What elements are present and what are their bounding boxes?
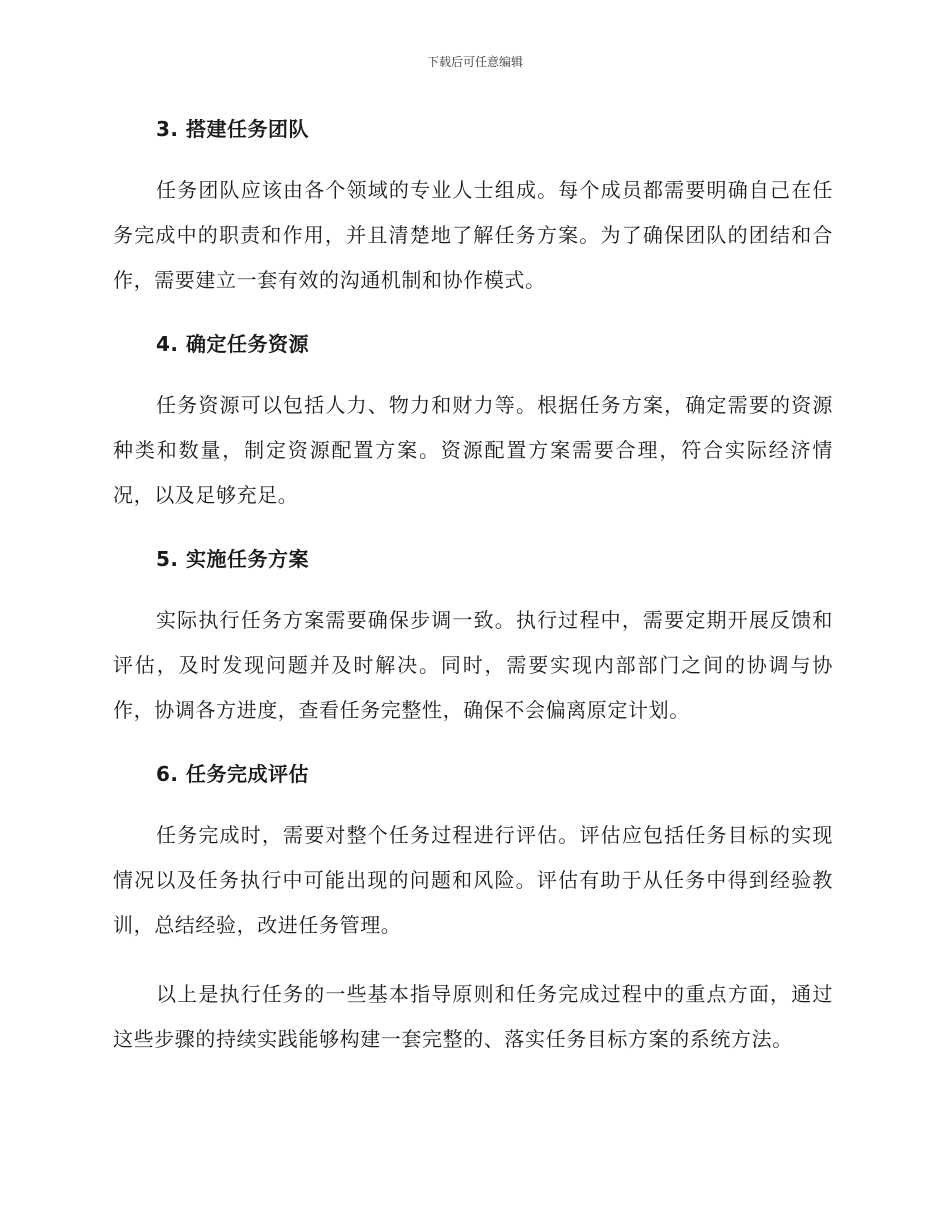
document-body — [113, 112, 833, 1062]
section-paragraph-4: 任务资源可以包括人力、物力和财力等。根据任务方案，确定需要的资源种类和数量，制定资源配置方案。资源配置方案需要合理，符合实际经济情况，以及足够充足。 — [113, 393, 833, 507]
section-paragraph-3: 任务团队应该由各个领域的专业人士组成。每个成员都需要明确自己在任务完成中的职责和作用，并且清楚地了解任务方案。为了确保团队的团结和合作，需要建立一套有效的沟通机制和协作模式。 — [113, 178, 833, 292]
section-heading-5: 5. 实施任务方案 — [156, 547, 309, 571]
conclusion-paragraph: 以上是执行任务的一些基本指导原则和任务完成过程中的重点方面，通过这些步骤的持续实践能够构建一套完整的、落实任务目标方案的系统方法。 — [113, 982, 833, 1051]
section-paragraph-6: 任务完成时，需要对整个任务过程进行评估。评估应包括任务目标的实现情况以及任务执行中可能出现的问题和风险。评估有助于从任务中得到经验教训，总结经验，改进任务管理。 — [113, 823, 833, 937]
section-heading-4: 4. 确定任务资源 — [156, 332, 309, 356]
section-paragraph-5: 实际执行任务方案需要确保步调一致。执行过程中，需要定期开展反馈和评估，及时发现问题并及时解决。同时，需要实现内部部门之间的协调与协作，协调各方进度，查看任务完整性，确保不会偏离原定计划。 — [113, 608, 833, 722]
section-heading-6: 6. 任务完成评估 — [156, 762, 309, 786]
section-heading-3: 3. 搭建任务团队 — [156, 117, 309, 141]
header-note: 下载后可任意编辑 — [426, 55, 523, 69]
